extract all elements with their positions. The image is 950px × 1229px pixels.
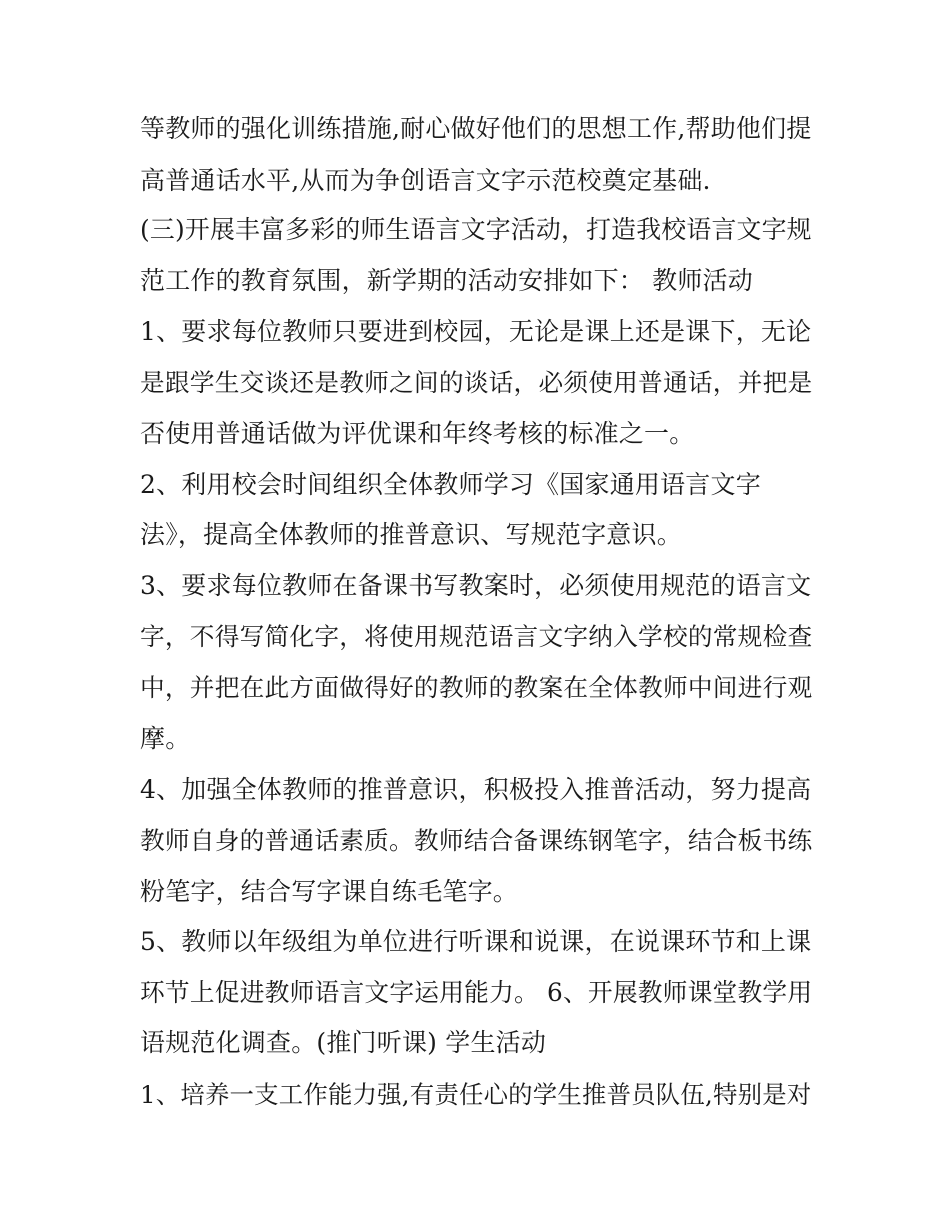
text-line: (三)开展丰富多彩的师生语言文字活动，打造我校语言文字规 <box>140 215 812 244</box>
text-line: 2、利用校会时间组织全体教师学习《国家通用语言文字 <box>140 470 761 499</box>
text-line: 3、要求每位教师在备课书写教案时，必须使用规范的语言文 <box>140 571 812 600</box>
text-line: 摩。 <box>140 724 191 753</box>
text-line: 1、要求每位教师只要进到校园，无论是课上还是课下，无论 <box>140 317 812 346</box>
text-line: 5、教师以年级组为单位进行听课和说课，在说课环节和上课 <box>140 927 812 956</box>
text-line: 语规范化调查。(推门听课) 学生活动 <box>140 1028 547 1057</box>
text-line: 高普通话水平,从而为争创语言文字示范校奠定基础. <box>140 166 711 195</box>
text-line: 粉笔字，结合写字课自练毛笔字。 <box>140 877 519 906</box>
text-line: 是跟学生交谈还是教师之间的谈话，必须使用普通话，并把是 <box>140 368 813 397</box>
text-line: 教师自身的普通话素质。教师结合备课练钢笔字，结合板书练 <box>140 826 813 855</box>
text-line: 等教师的强化训练措施,耐心做好他们的思想工作,帮助他们提 <box>140 114 812 143</box>
text-line: 4、加强全体教师的推普意识，积极投入推普活动，努力提高 <box>140 775 812 804</box>
text-line: 中，并把在此方面做得好的教师的教案在全体教师中间进行观 <box>140 673 813 702</box>
text-line: 范工作的教育氛围，新学期的活动安排如下： 教师活动 <box>140 266 753 295</box>
text-line: 否使用普通话做为评优课和年终考核的标准之一。 <box>140 419 695 448</box>
text-line: 1、培养一支工作能力强,有责任心的学生推普员队伍,特别是对 <box>140 1080 812 1109</box>
text-line: 字，不得写简化字，将使用规范语言文字纳入学校的常规检查 <box>140 622 813 651</box>
text-line: 环节上促进教师语言文字运用能力。 6、开展教师课堂教学用 <box>140 978 813 1007</box>
text-line: 法》，提高全体教师的推普意识、写规范字意识。 <box>140 520 682 549</box>
